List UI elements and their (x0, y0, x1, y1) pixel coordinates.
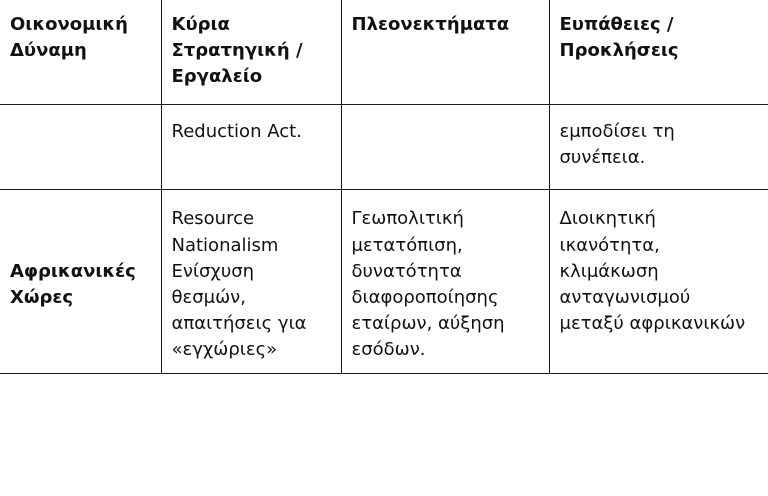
cell-advantages: Γεωπολιτική μετατόπιση, δυνατότητα διαφοροποίησης εταίρων, αύξηση εσόδων. (341, 190, 549, 374)
column-header-vulnerabilities: Ευπάθειες / Προκλήσεις (549, 0, 768, 105)
cell-vulnerabilities: εμποδίσει τη συνέπεια. (549, 105, 768, 190)
table-row (0, 105, 768, 190)
cell-economic-power: Αφρικανικές Χώρες (0, 190, 161, 374)
table-body (0, 105, 768, 374)
cell-advantages (341, 105, 549, 190)
table-row (0, 190, 768, 374)
column-header-main-strategy: Κύρια Στρατηγική / Εργαλείο (161, 0, 341, 105)
cell-main-strategy: Reduction Act. (161, 105, 341, 190)
cell-main-strategy: Resource Nationalism Ενίσχυση θεσμών, απαιτήσεις για «εγχώριες» (161, 190, 341, 374)
cell-vulnerabilities: Διοικητική ικανότητα, κλιμάκωση ανταγωνισμού μεταξύ αφρικανικών (549, 190, 768, 374)
column-header-advantages: Πλεονεκτήματα (341, 0, 549, 105)
cell-economic-power (0, 105, 161, 190)
table-header (0, 0, 768, 105)
table-header-row (0, 0, 768, 105)
column-header-economic-power: Οικονομική Δύναμη (0, 0, 161, 105)
